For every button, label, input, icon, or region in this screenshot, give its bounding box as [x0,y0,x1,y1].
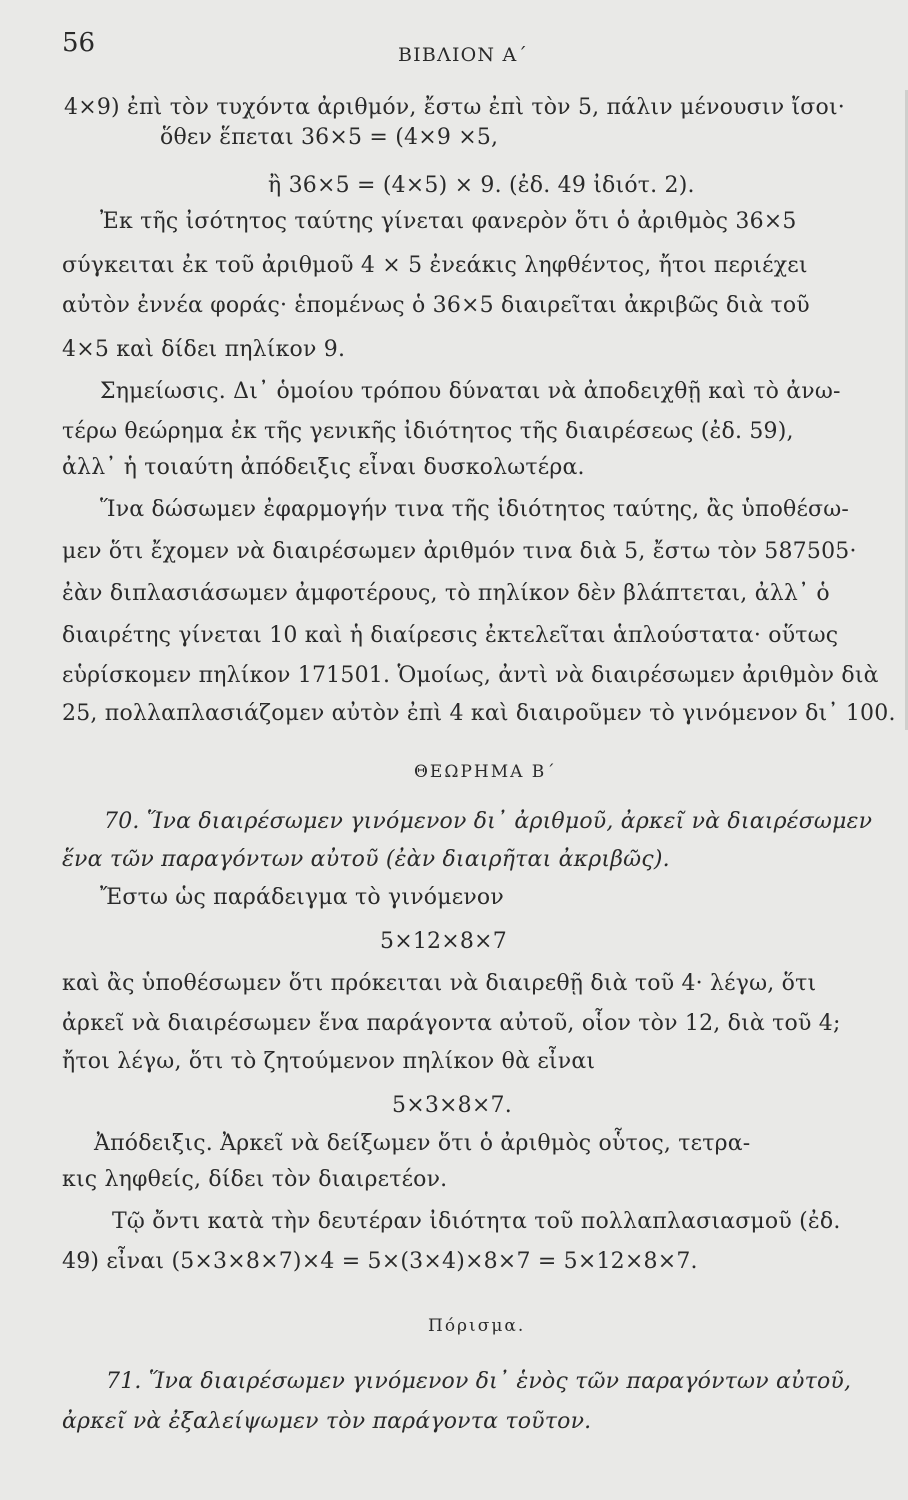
text-line: Ἐκ τῆς ἰσότητος ταύτης γίνεται φανερὸν ὅτι ὁ ἀριθμὸς 36×5 [100,209,797,234]
theorem-statement-line: ἕνα τῶν παραγόντων αὐτοῦ (ἐὰν διαιρῆται ἀκριβῶς). [62,847,670,872]
formula-line: 5×12×8×7 [380,929,507,954]
theorem-heading: ΘΕΩΡΗΜΑ Β΄ [414,762,557,782]
corollary-statement-line: ἀρκεῖ νὰ ἐξαλείψωμεν τὸν παράγοντα τοῦτον. [62,1409,592,1434]
running-head: ΒΙΒΛΙΟΝ Α΄ [398,44,529,66]
text-line: κις ληφθείς, δίδει τὸν διαιρετέον. [62,1167,448,1192]
proof-line: Ἀπόδειξις. Ἀρκεῖ νὰ δείξωμεν ὅτι ὁ ἀριθμὸς οὗτος, τετρα- [94,1131,751,1156]
text-line: Ἔστω ὡς παράδειγμα τὸ γινόμενον [100,885,504,910]
text-line: καὶ ἂς ὑποθέσωμεν ὅτι πρόκειται νὰ διαιρεθῇ διὰ τοῦ 4· λέγω, ὅτι [62,971,817,996]
text-line: διαιρέτης γίνεται 10 καὶ ἡ διαίρεσις ἐκτελεῖται ἁπλούστατα· οὕτως [62,623,839,648]
text-line: ἀλλ᾽ ἡ τοιαύτη ἀπόδειξις εἶναι δυσκολωτέρα. [62,455,585,480]
text-line: 25, πολλαπλασιάζομεν αὐτὸν ἐπὶ 4 καὶ διαιροῦμεν τὸ γινόμενον δι᾽ 100. [62,701,896,726]
text-line: ἤτοι λέγω, ὅτι τὸ ζητούμενον πηλίκον θὰ εἶναι [62,1049,596,1074]
corollary-statement-line: 71. Ἵνα διαιρέσωμεν γινόμενον δι᾽ ἑνὸς τῶν παραγόντων αὐτοῦ, [106,1369,852,1394]
page-number: 56 [62,28,96,58]
text-line: ὅθεν ἕπεται 36×5 = (4×9 ×5, [160,125,499,150]
text-line: Σημείωσις. Δι᾽ ὁμοίου τρόπου δύναται νὰ ἀποδειχθῇ καὶ τὸ ἀνω- [100,379,841,404]
text-line: ἀρκεῖ νὰ διαιρέσωμεν ἕνα παράγοντα αὐτοῦ, οἷον τὸν 12, διὰ τοῦ 4; [62,1011,841,1036]
text-line: μεν ὅτι ἔχομεν νὰ διαιρέσωμεν ἀριθμόν τινα διὰ 5, ἔστω τὸν 587505· [62,539,857,564]
text-line: ἐὰν διπλασιάσωμεν ἀμφοτέρους, τὸ πηλίκον δὲν βλάπτεται, ἀλλ᾽ ὁ [62,581,830,606]
text-line: 4×9) ἐπὶ τὸν τυχόντα ἀριθμόν, ἔστω ἐπὶ τὸν 5, πάλιν μένουσιν ἴσοι· [64,95,845,120]
text-line: ἢ 36×5 = (4×5) × 9. (ἐδ. 49 ἰδιότ. 2). [268,173,695,198]
text-line: σύγκειται ἐκ τοῦ ἀριθμοῦ 4 × 5 ἐνεάκις ληφθέντος, ἤτοι περιέχει [62,253,808,278]
text-line: αὐτὸν ἐννέα φοράς· ἑπομένως ὁ 36×5 διαιρεῖται ἀκριβῶς διὰ τοῦ [62,293,810,318]
corollary-heading: Πόρισμα. [428,1316,526,1336]
text-line: 4×5 καὶ δίδει πηλίκον 9. [62,337,346,362]
text-line: Ἵνα δώσωμεν ἐφαρμογήν τινα τῆς ἰδιότητος ταύτης, ἂς ὑποθέσω- [100,497,850,522]
formula-line: 5×3×8×7. [392,1093,512,1118]
text-line: τέρω θεώρημα ἐκ τῆς γενικῆς ἰδιότητος τῆς διαιρέσεως (ἐδ. 59), [62,419,794,444]
text-line: εὑρίσκομεν πηλίκον 171501. Ὁμοίως, ἀντὶ νὰ διαιρέσωμεν ἀριθμὸν διὰ [62,663,879,688]
text-line: 49) εἶναι (5×3×8×7)×4 = 5×(3×4)×8×7 = 5×12×8×7. [62,1249,698,1274]
text-line: Τῷ ὄντι κατὰ τὴν δευτέραν ἰδιότητα τοῦ πολλαπλασιασμοῦ (ἐδ. [112,1209,841,1234]
theorem-statement-line: 70. Ἵνα διαιρέσωμεν γινόμενον δι᾽ ἀριθμοῦ, ἀρκεῖ νὰ διαιρέσωμεν [104,809,873,834]
